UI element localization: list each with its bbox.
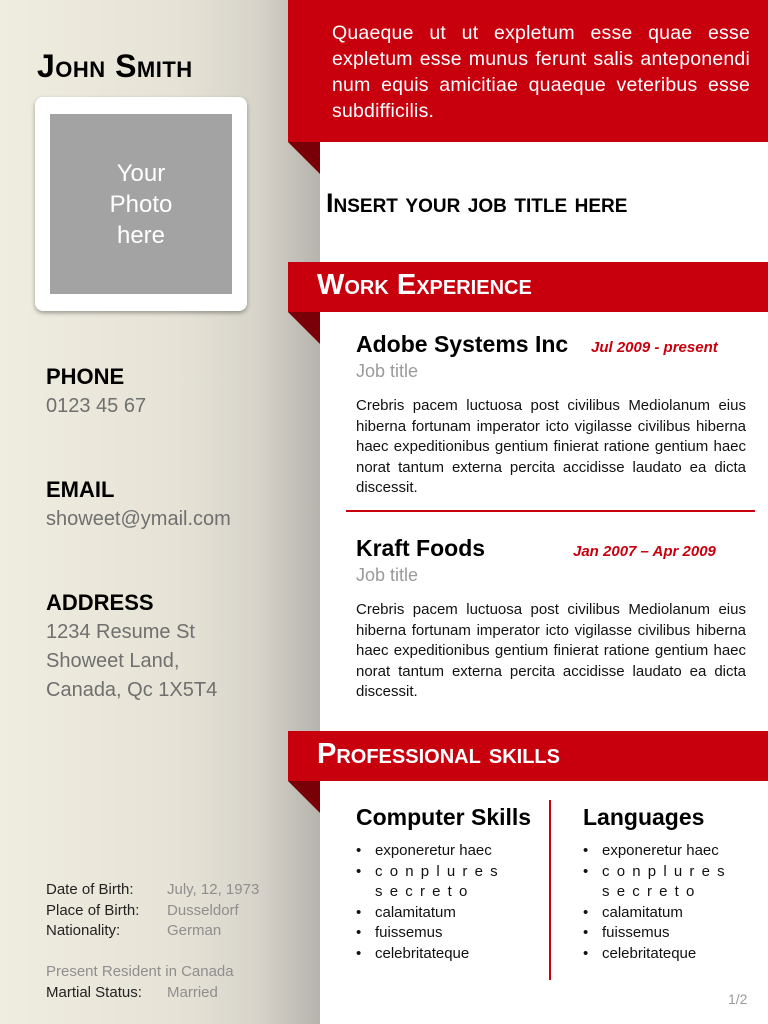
job-dates: Jul 2009 - present: [591, 339, 718, 356]
list-item: • celebritateque: [583, 944, 753, 965]
professional-skills-header: [288, 731, 768, 781]
email-value: showeet@ymail.com: [46, 508, 231, 530]
address-line: Canada, Qc 1X5T4: [46, 679, 218, 701]
list-item: • exponeretur haec: [583, 841, 753, 862]
languages-list: [583, 841, 753, 964]
skills-divider: [549, 800, 551, 980]
section-title: Work Experience: [317, 269, 532, 301]
job-title[interactable]: Insert your job title here: [326, 188, 628, 218]
list-item: • fuissemus: [356, 923, 526, 944]
experience-divider: [346, 510, 755, 512]
languages-heading: Languages: [583, 804, 705, 830]
personal-label: Martial Status:: [46, 984, 142, 1001]
section-fold: [288, 312, 320, 344]
company-name: Adobe Systems Inc: [356, 331, 569, 357]
section-fold: [288, 781, 320, 813]
photo-placeholder-text: Your Photo here: [109, 159, 173, 249]
address-line: Showeet Land,: [46, 650, 180, 672]
banner-quote: Quaeque ut ut expletum esse quae esse expletum esse munus ferunt salis anteponendi num equis amicitiae quaeque veteribus esse subdifficilis.: [332, 22, 750, 122]
candidate-name: John Smith: [37, 48, 193, 84]
section-title: Professional skills: [317, 738, 560, 770]
work-experience-header: [288, 262, 768, 312]
job-description: Crebris pacem luctuosa post civilibus Mediolanum eius hiberna fortunam imperator icto vigilasse civilibus hiberna haec expeditionibus gentium finierat ratione gentium haec norat tantum externa percita accidisse laudato ea dicta discessit.: [356, 601, 746, 700]
job-dates: Jan 2007 – Apr 2009: [573, 543, 716, 560]
job-subtitle: Job title: [356, 565, 419, 585]
quote-banner: [288, 0, 768, 142]
address-block: [46, 618, 217, 705]
list-item: [356, 862, 526, 903]
list-item: [583, 862, 753, 903]
personal-value: Dusseldorf: [167, 901, 239, 919]
company-name: Kraft Foods: [356, 535, 486, 561]
phone-value: 0123 45 67: [46, 395, 147, 417]
email-label: EMAIL: [46, 477, 115, 502]
personal-label: Nationality:: [46, 922, 121, 939]
personal-row-marital: [46, 983, 218, 1004]
address-label: ADDRESS: [46, 590, 154, 615]
computer-skills-heading: Computer Skills: [356, 804, 532, 830]
residency-note: [46, 962, 234, 983]
phone-label: PHONE: [46, 364, 125, 389]
list-item: • calamitatum: [583, 903, 753, 924]
personal-row-nationality: [46, 921, 259, 942]
personal-row-birth-place: [46, 901, 259, 922]
list-item: • calamitatum: [356, 903, 526, 924]
photo-placeholder[interactable]: [50, 114, 232, 294]
list-item-text: conplures secreto: [602, 862, 732, 900]
personal-details: [46, 880, 259, 942]
personal-row-birth-date: [46, 880, 259, 901]
photo-frame: [35, 97, 247, 311]
personal-value: July, 12, 1973: [167, 881, 260, 898]
personal-label: Place of Birth:: [46, 901, 140, 919]
job-subtitle: Job title: [356, 361, 419, 381]
computer-skills-list: [356, 841, 526, 964]
banner-fold: [288, 142, 320, 174]
personal-value: German: [167, 922, 222, 939]
list-item: • fuissemus: [583, 923, 753, 944]
personal-label: Date of Birth:: [46, 881, 134, 898]
list-item: • celebritateque: [356, 944, 526, 965]
list-item: • exponeretur haec: [356, 841, 526, 862]
personal-value: Married: [167, 984, 218, 1001]
page-number: 1/2: [728, 991, 748, 1007]
residency-text: Present Resident in Canada: [46, 963, 234, 980]
job-description: Crebris pacem luctuosa post civilibus Mediolanum eius hiberna fortunam imperator icto vigilasse civilibus hiberna haec expeditionibus gentium finierat ratione gentium haec norat tantum externa percita accidisse laudato ea dicta discessit.: [356, 397, 746, 496]
address-line: 1234 Resume St: [46, 621, 195, 643]
list-item-text: conplures secreto: [375, 862, 505, 900]
